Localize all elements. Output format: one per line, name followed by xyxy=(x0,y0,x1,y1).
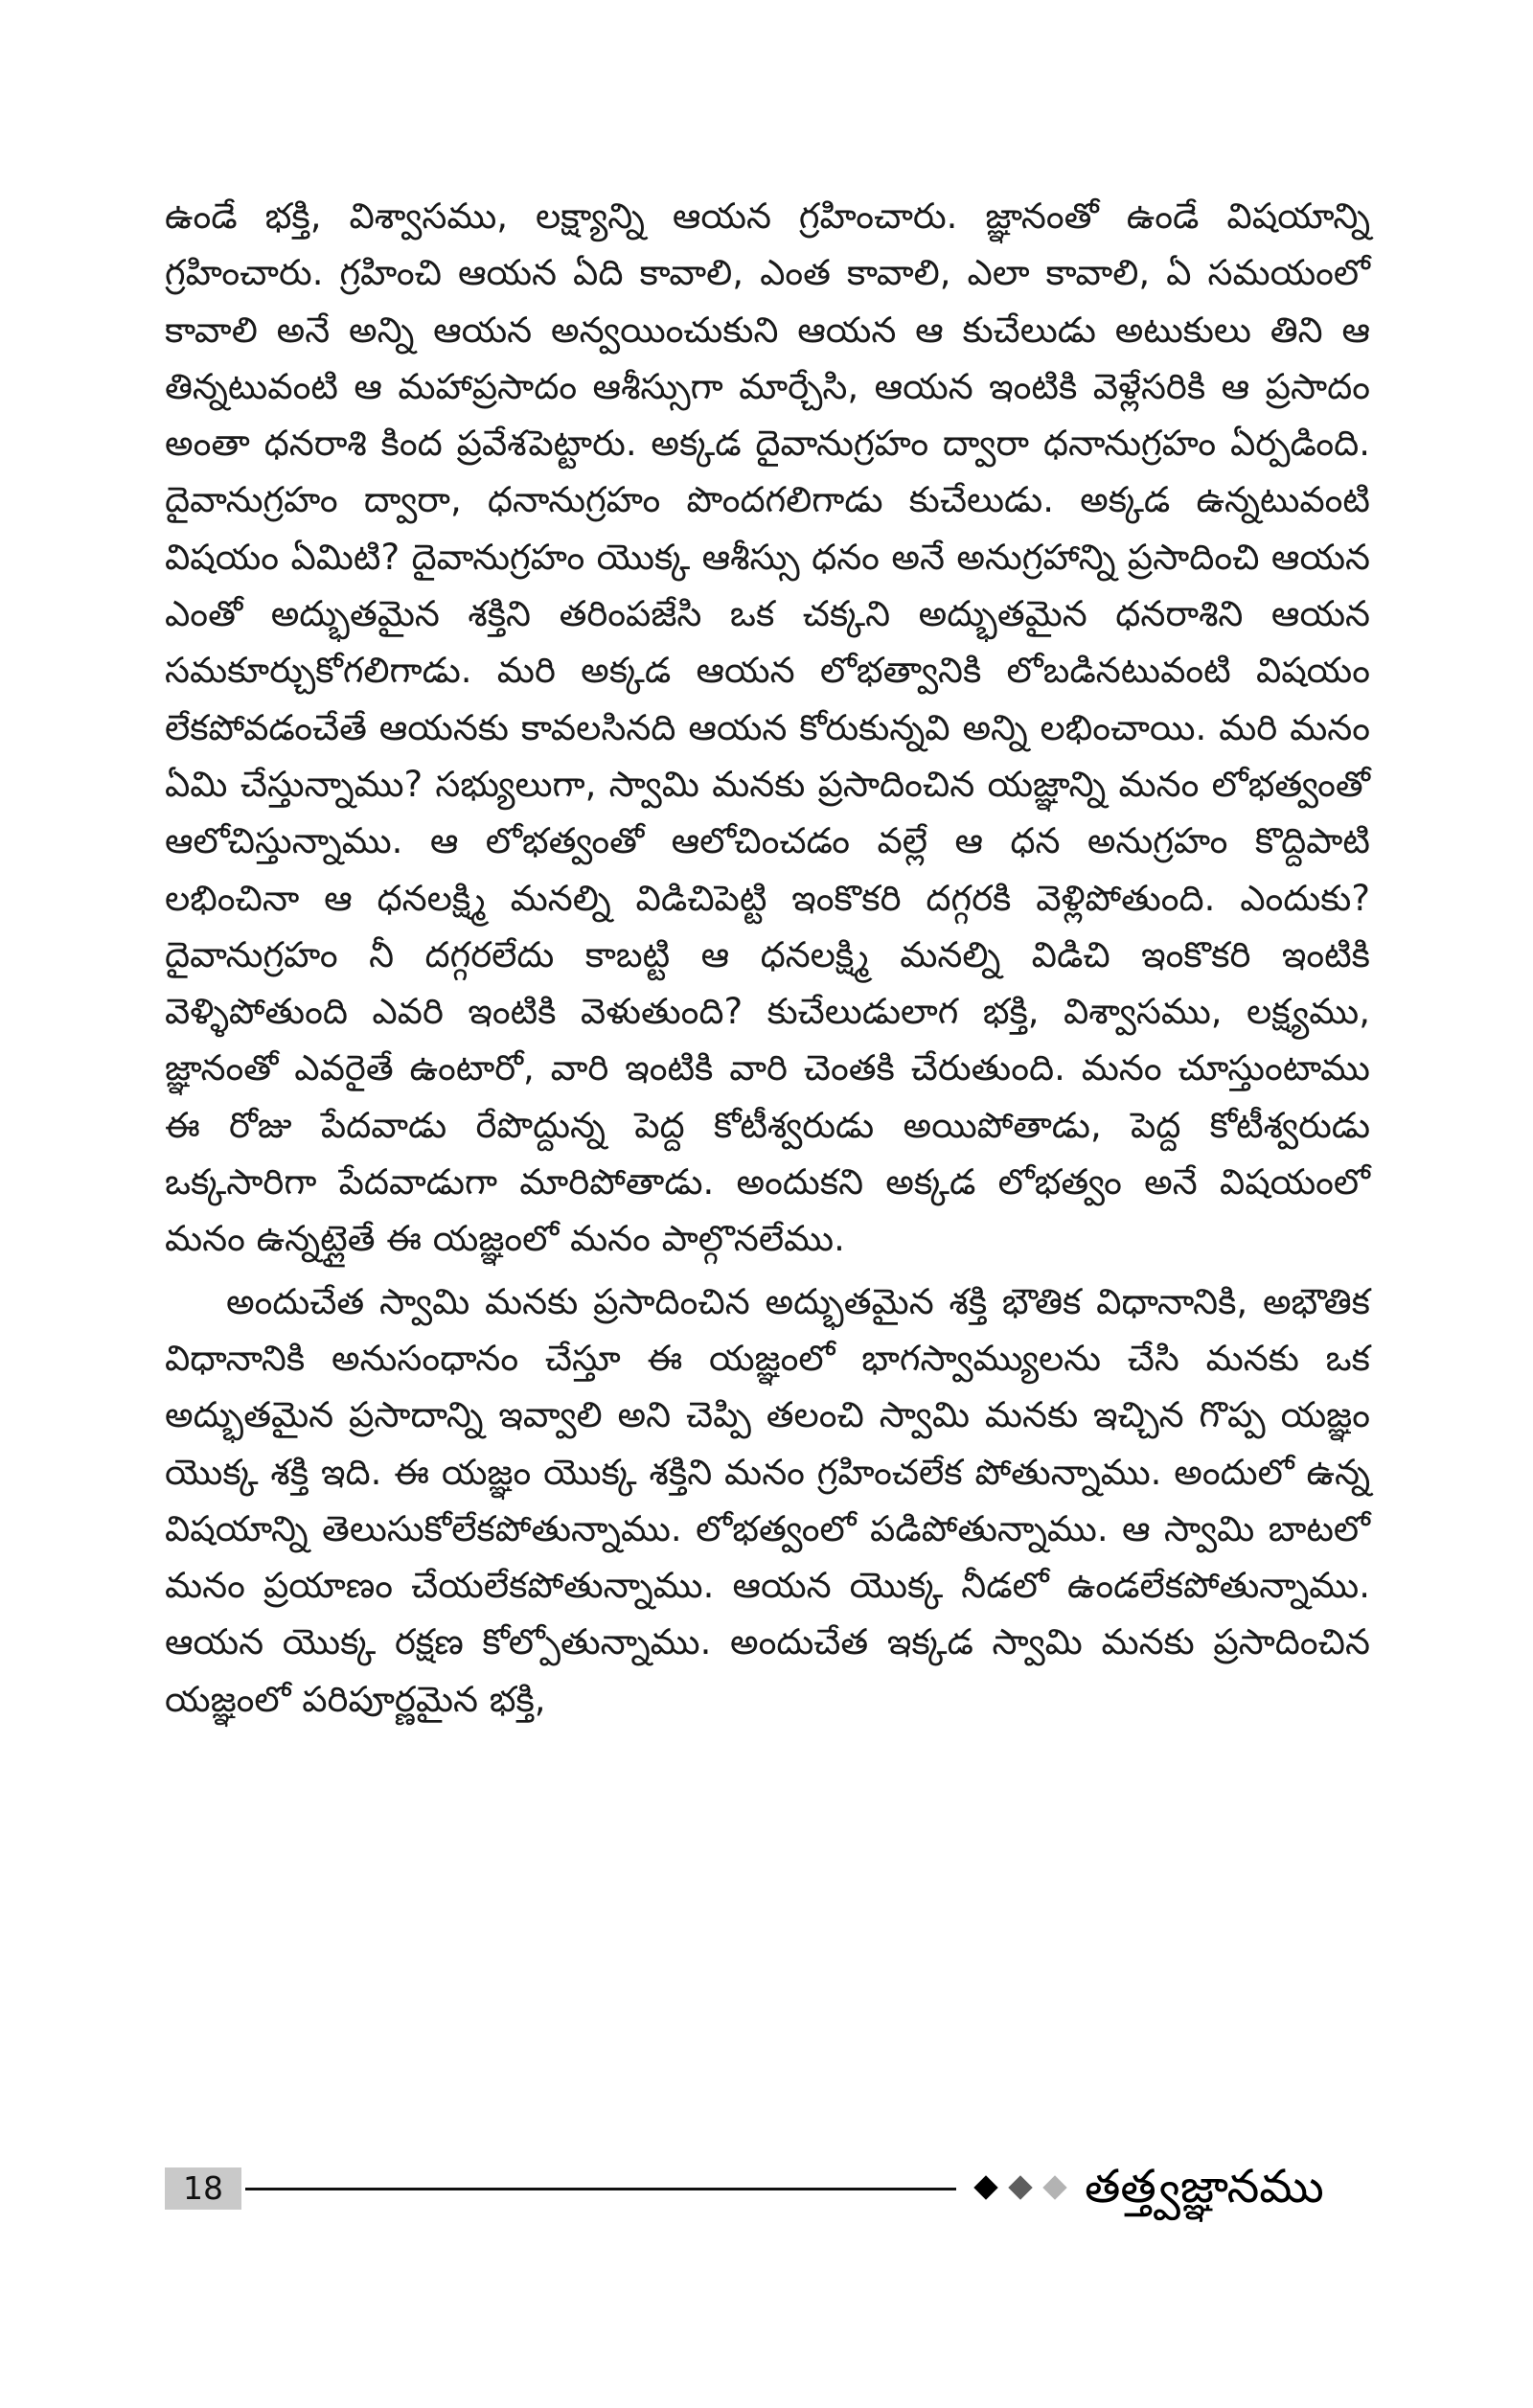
diamond-icon-dark xyxy=(973,2175,997,2199)
paragraph-2: అందుచేత స్వామి మనకు ప్రసాదించిన అద్భుతమైన శక్తి భౌతిక విధానానికి, అభౌతిక విధానానికి అనుసంధానం చేస్తూ ఈ యజ్ఞంలో భాగస్వామ్యులను చేసి మనకు ఒక అద్భుతమైన ప్రసాదాన్ని ఇవ్వాలి అని చెప్పి తలంచి స్వామి మనకు ఇచ్చిన గొప్ప యజ్ఞం యొక్క శక్తి ఇది. ఈ యజ్ఞం యొక్క శక్తిని మనం గ్రహించలేక పోతున్నాము. అందులో ఉన్న విషయాన్ని తెలుసుకోలేకపోతున్నాము. లోభత్వంలో పడిపోతున్నాము. ఆ స్వామి బాటలో మనం ప్రయాణం చేయలేకపోతున్నాము. ఆయన యొక్క నీడలో ఉండలేకపోతున్నాము. ఆయన యొక్క రక్షణ కోల్పోతున్నాము. అందుచేత ఇక్కడ స్వామి మనకు ప్రసాదించిన యజ్ఞంలో పరిపూర్ణమైన భక్తి, xyxy=(165,1280,1370,1720)
page-number: 18 xyxy=(165,2167,241,2210)
page-footer xyxy=(165,2160,1370,2225)
body-text xyxy=(165,188,1370,1728)
diamond-icon-medium xyxy=(1008,2175,1032,2199)
paragraph-1: ఉండే భక్తి, విశ్వాసము, లక్ష్యాన్ని ఆయన గ్రహించారు. జ్ఞానంతో ఉండే విషయాన్ని గ్రహించారు. గ్రహించి ఆయన ఏది కావాలి, ఎంత కావాలి, ఎలా కావాలి, ఏ సమయంలో కావాలి అనే అన్ని ఆయన అన్వయించుకుని ఆయన ఆ కుచేలుడు అటుకులు తిని ఆ తిన్నటువంటి ఆ మహాప్రసాదం ఆశీస్సుగా మార్చేసి, ఆయన ఇంటికి వెళ్లేసరికి ఆ ప్రసాదం అంతా ధనరాశి కింద ప్రవేశపెట్టారు. అక్కడ దైవానుగ్రహం ద్వారా ధనానుగ్రహం ఏర్పడింది. దైవానుగ్రహం ద్వారా, ధనానుగ్రహం పొందగలిగాడు కుచేలుడు. అక్కడ ఉన్నటువంటి విషయం ఏమిటి? దైవానుగ్రహం యొక్క ఆశీస్సు ధనం అనే అనుగ్రహాన్ని ప్రసాదించి ఆయన ఎంతో అద్భుతమైన శక్తిని తరింపజేసి ఒక చక్కని అద్భుతమైన ధనరాశిని ఆయన సమకూర్చుకోగలిగాడు. మరి అక్కడ ఆయన లోభత్వానికి లోబడినటువంటి విషయం లేకపోవడంచేతే ఆయనకు కావలసినది ఆయన కోరుకున్నవి అన్ని లభించాయి. మరి మనం ఏమి చేస్తున్నాము? సభ్యులుగా, స్వామి మనకు ప్రసాదించిన యజ్ఞాన్ని మనం లోభత్వంతో ఆలోచిస్తున్నాము. ఆ లోభత్వంతో ఆలోచించడం వల్లే ఆ ధన అనుగ్రహం కొద్దిపాటి లభించినా ఆ ధనలక్ష్మి మనల్ని విడిచిపెట్టి ఇంకొకరి దగ్గరకి వెళ్లిపోతుంది. ఎందుకు? దైవానుగ్రహం నీ దగ్గరలేదు కాబట్టి ఆ ధనలక్ష్మి మనల్ని విడిచి ఇంకొకరి ఇంటికి వెళ్ళిపోతుంది ఎవరి ఇంటికి వెళుతుంది? కుచేలుడులాగ భక్తి, విశ్వాసము, లక్ష్యము, జ్ఞానంతో ఎవరైతే ఉంటారో, వారి ఇంటికి వారి చెంతకి చేరుతుంది. మనం చూస్తుంటాము ఈ రోజు పేదవాడు రేపొద్దున్న పెద్ద కోటీశ్వరుడు అయిపోతాడు, పెద్ద కోటీశ్వరుడు ఒక్కసారిగా పేదవాడుగా మారిపోతాడు. అందుకని అక్కడ లోభత్వం అనే విషయంలో మనం ఉన్నట్లైతే ఈ యజ్ఞంలో మనం పాల్గొనలేము. xyxy=(165,195,1370,1260)
diamond-icon-light xyxy=(1042,2175,1066,2199)
book-title: తత్త్వజ్ఞానము xyxy=(1085,2160,1324,2213)
footer-rule xyxy=(245,2188,956,2190)
